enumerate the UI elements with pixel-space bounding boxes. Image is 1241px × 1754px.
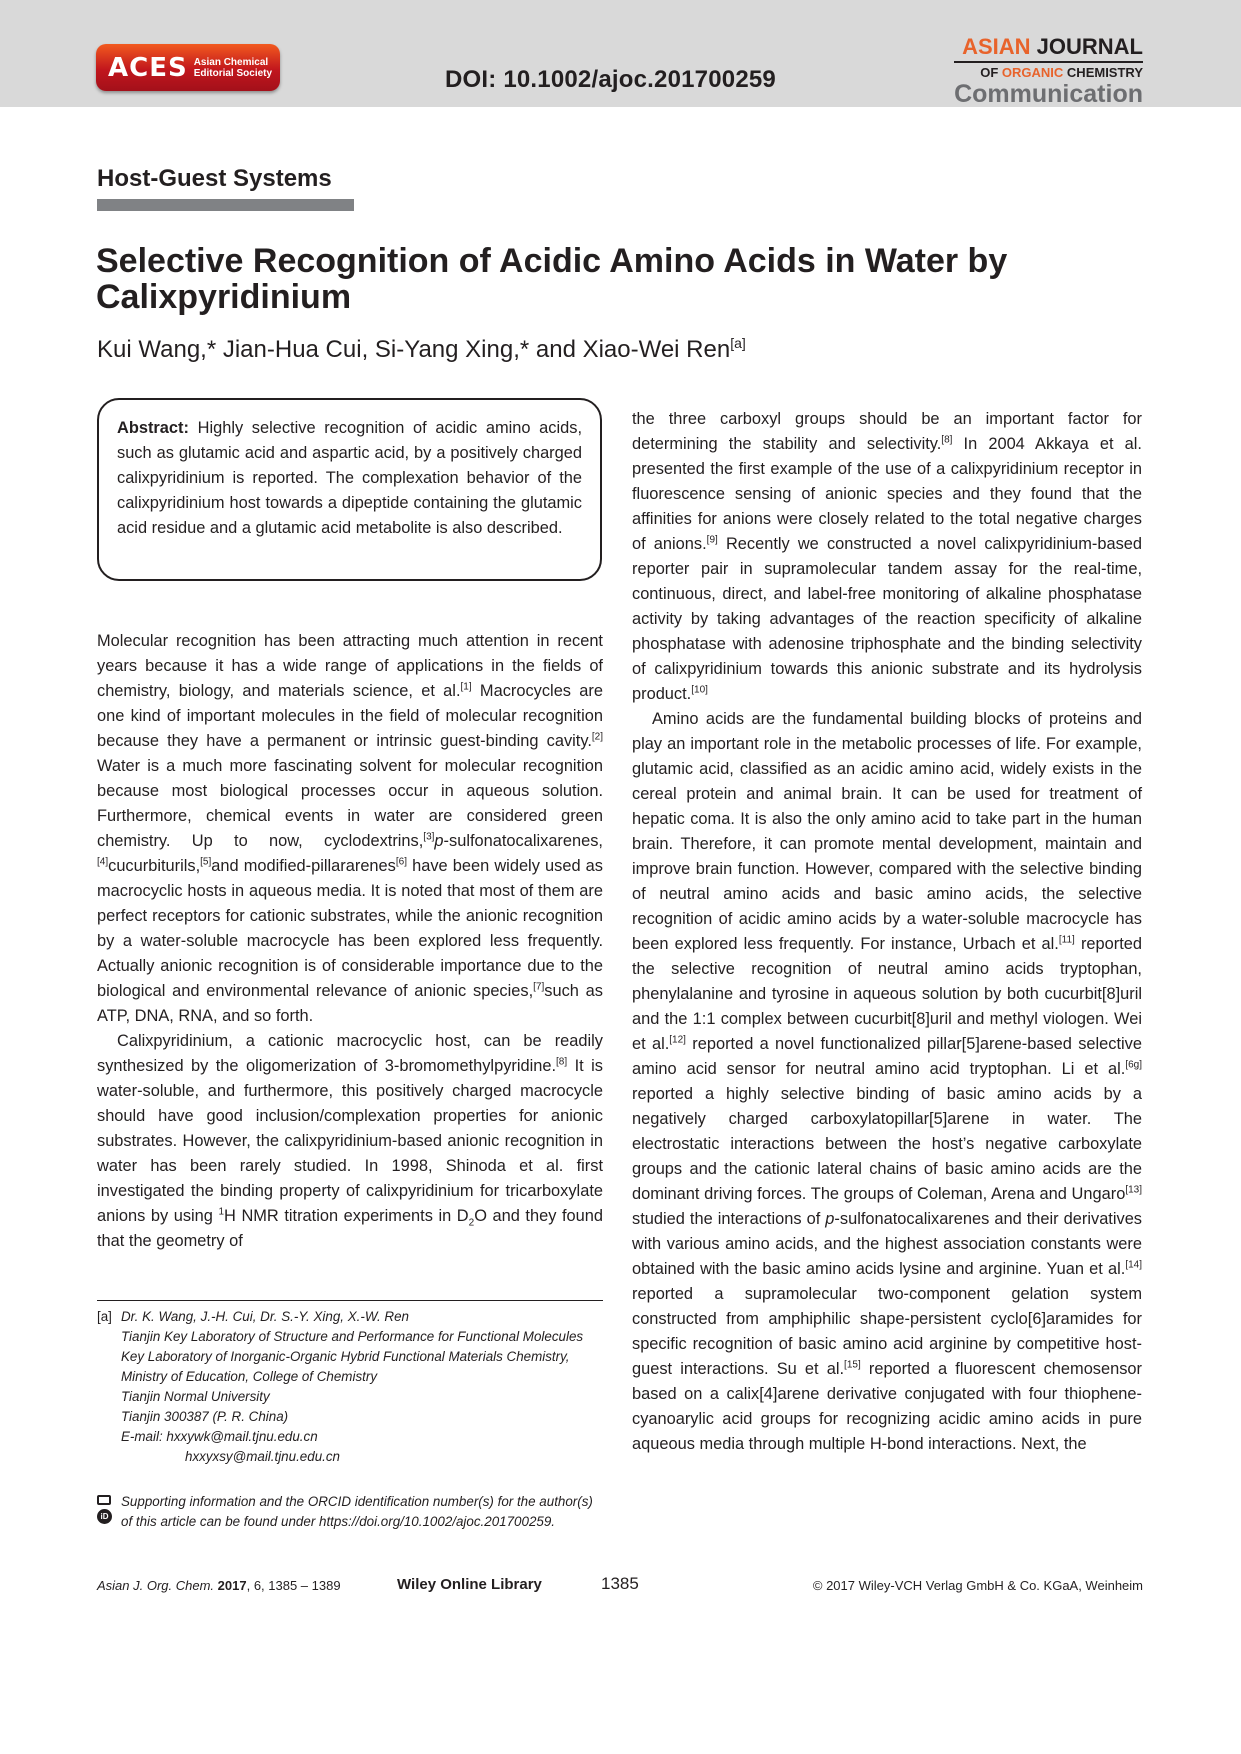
author-names: Kui Wang,* Jian-Hua Cui, Si-Yang Xing,* and Xiao-Wei Ren [97, 336, 731, 363]
supporting-info-note [97, 1492, 607, 1532]
paragraph: Calixpyridinium, a cationic macrocyclic host, can be readily synthesized by the oligomerization of 3-bromomethylpyridine.[8] It is water-soluble, and furthermore, this positively charged macrocycle should have good inclusion/complexation properties for anionic substrates. However, the calixpyridinium-based anionic recognition in water has been rarely studied. In 1998, Shinoda et al. first investigated the binding property of calixpyridinium for tricarboxylate anions by using $^1$H NMR titration experiments in $D_2O$ and they found that the geometry of [97, 1032, 603, 1250]
section-bar [97, 199, 354, 211]
paragraph: Molecular recognition has been attracting much attention in recent years because it has a wide range of applications in the fields of chemistry, biology, and materials science, et al.[1] Macrocycles are one kind of important molecules in the field of molecular recognition because they have a permanent or intrinsic guest-binding cavity.[2] Water is a much more fascinating solvent for molecular recognition because most biological processes occur in aqueous solution. Furthermore, chemical events in water are considered green chemistry. Up to now, cyclodextrins,[3]p-sulfonatocalixarenes,[4]cucurbiturils,[5]and modified-pillararenes[6] have been widely used as macrocyclic hosts in aqueous media. It is noted that most of them are perfect receptors for cationic substrates, while the anionic recognition by a water-soluble macrocycle has been explored less frequently. Actually anionic recognition is of considerable importance due to the biological and environmental relevance of anionic species,[7]such as ATP, DNA, RNA, and so forth. [97, 632, 603, 1025]
footnote-body: Dr. K. Wang, J.-H. Cui, Dr. S.-Y. Xing, X.-W. Ren Tianjin Key Laboratory of Structure and Performance for Functional Molecules Key Laboratory of Inorganic-Organic Hybrid Functional Materials Chemistry, Ministry of Education, College of Chemistry Tianjin Normal University Tianjin 300387 (P. R. China) E-mail: hxxywk@mail.tjnu.edu.cn hxxyxsy@mail.tjnu.edu.cn [121, 1307, 607, 1467]
article-title: Selective Recognition of Acidic Amino Acids in Water by Calixpyridinium [96, 242, 1008, 316]
email-link[interactable]: hxxyxsy@mail.tjnu.edu.cn [185, 1449, 340, 1464]
email-link[interactable]: E-mail: hxxywk@mail.tjnu.edu.cn [121, 1429, 318, 1444]
paragraph: Amino acids are the fundamental building blocks of proteins and play an important role in the metabolic processes of life. For example, glutamic acid, classified as an acidic amino acid, widely exists in the cereal protein and animal brain. It can be used for treatment of hepatic coma. It is also the only amino acid to take part in the human brain. Therefore, it can promote mental development, maintain and improve brain function. However, compared with the selective binding of neutral amino acids and basic amino acids, the selective recognition of acidic amino acids by a water-soluble macrocycle has been explored less frequently. For instance, Urbach et al.[11] reported the selective recognition of neutral amino acids tryptophan, phenylalanine and tyrosine in aqueous solution by both cucurbit[8]uril and the 1:1 complex between cucurbit[8]uril and methyl viologen. Wei et al.[12] reported a novel functionalized pillar[5]arene-based selective amino acid sensor for neutral amino acid tryptophan. Li et al.[6g] reported a highly selective binding of basic amino acids by a negatively charged carboxylatopillar[5]arene in water. The electrostatic interactions between the host’s negative carboxylate groups and the cationic lateral chains of basic amino acids are the dominant driving forces. The groups of Coleman, Arena and Ungaro[13] studied the interactions of p-sulfonatocalixarenes and their derivatives with various amino acids, and the highest association constants were obtained with the basic amino acids lysine and arginine. Yuan et al.[14] reported a supramolecular two-component gelation system constructed from amphiphilic shape-persistent cyclo[6]aramides for specific recognition of basic amino acid arginine by competitive host-guest interactions. Su et al.[15] reported a fluorescent chemosensor based on a calix[4]arene derivative conjugated with four thiophene-cyanoarylic acid groups for recognizing acidic amino acids in pure aqueous media through multiple H-bond interactions. Next, the [632, 710, 1143, 1453]
citation-ref[interactable]: [7] [533, 981, 545, 993]
citation-ref[interactable]: [12] [669, 1034, 686, 1046]
footer-citation: Asian J. Org. Chem. 2017, 6, 1385 – 1389 [97, 1578, 341, 1593]
author-list [97, 335, 746, 364]
monitor-icon [97, 1495, 111, 1505]
section-label: Host-Guest Systems [97, 165, 332, 192]
citation-ref[interactable]: [10] [691, 684, 708, 696]
body-column-left [97, 629, 603, 1254]
citation-ref[interactable]: [1] [460, 681, 472, 693]
citation-ref[interactable]: [11] [1058, 934, 1075, 946]
article-type: Communication [954, 80, 1143, 108]
citation-ref[interactable]: [3] [423, 831, 435, 843]
journal-name-line1: ASIAN JOURNAL [962, 34, 1143, 59]
citation-ref[interactable]: [8] [941, 434, 953, 446]
page-number: 1385 [601, 1574, 639, 1593]
citation-ref[interactable]: [4] [97, 856, 109, 868]
journal-name-line2: OF ORGANIC CHEMISTRY [980, 65, 1143, 80]
citation-ref[interactable]: [5] [200, 856, 212, 868]
citation-ref[interactable]: [6] [395, 856, 407, 868]
supporting-info-text[interactable]: Supporting information and the ORCID identification number(s) for the author(s) of this article can be found under https://doi.org/10.1002/ajoc.201700259. [121, 1494, 593, 1529]
affiliation-footnote [97, 1307, 607, 1467]
abstract-label: Abstract: [117, 419, 189, 437]
footnote-mark: [a] [97, 1309, 112, 1324]
affiliation-mark: [a] [730, 335, 746, 351]
journal-masthead [954, 36, 1143, 107]
footnote-rule [97, 1300, 603, 1301]
orcid-icon: iD [97, 1509, 112, 1524]
body-column-right [632, 407, 1142, 1457]
aces-logo-subtitle: Asian Chemical Editorial Society [193, 56, 273, 79]
citation-ref[interactable]: [14] [1125, 1259, 1142, 1271]
paragraph: the three carboxyl groups should be an important factor for determining the stability and selectivity.[8] In 2004 Akkaya et al. presented the first example of the use of a calixpyridinium receptor in fluorescence sensing of anionic species and they found that the affinities for anions were closely related to the total negative charges of anions.[9] Recently we constructed a novel calixpyridinium-based reporter pair in supramolecular tandem assay for the real-time, continuous, direct, and label-free monitoring of alkaline phosphatase activity by taking advantages of the reaction specificity of alkaline phosphatase with adenosine triphosphate and the binding selectivity of calixpyridinium towards this anionic substrate and its hydrolysis product.[10] [632, 410, 1142, 703]
aces-logo[interactable] [96, 44, 280, 91]
citation-ref[interactable]: [2] [591, 731, 603, 743]
citation-ref[interactable]: [15] [844, 1359, 861, 1371]
citation-ref[interactable]: [8] [556, 1056, 568, 1068]
citation-ref[interactable]: [13] [1125, 1184, 1142, 1196]
wiley-online-library-link[interactable]: Wiley Online Library [397, 1576, 542, 1593]
copyright: © 2017 Wiley-VCH Verlag GmbH & Co. KGaA, Weinheim [812, 1578, 1143, 1593]
journal-rule [954, 61, 1143, 63]
citation-ref[interactable]: [6g] [1125, 1059, 1142, 1071]
abstract-text: Highly selective recognition of acidic amino acids, such as glutamic acid and aspartic acid, by a positively charged calixpyridinium is reported. The complexation behavior of the calixpyridinium host towards a dipeptide containing the glutamic acid residue and a glutamic acid metabolite is also described. [117, 419, 583, 537]
abstract-box [97, 398, 602, 581]
aces-logo-word: ACES [108, 52, 188, 83]
doi-link[interactable]: DOI: 10.1002/ajoc.201700259 [445, 66, 776, 93]
citation-ref[interactable]: [9] [706, 534, 718, 546]
